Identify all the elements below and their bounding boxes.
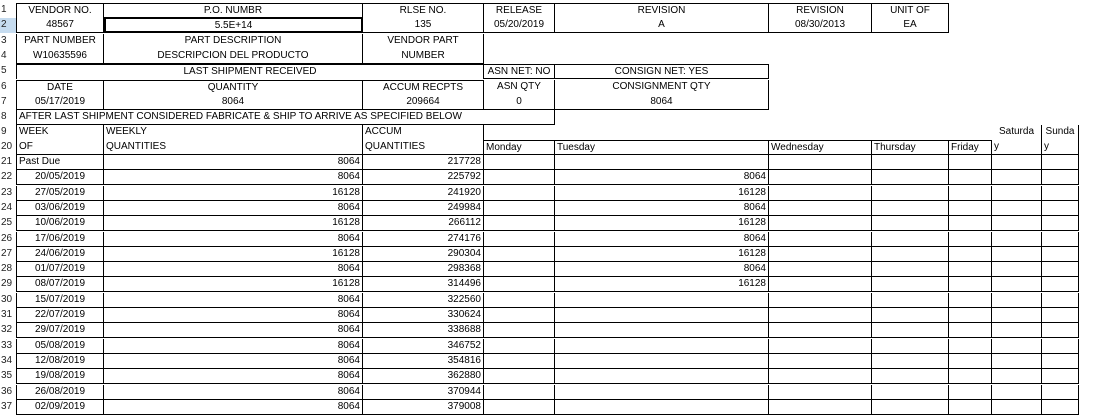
- sunday-cell[interactable]: [1042, 277, 1079, 292]
- accum-header-line2[interactable]: QUANTITIES: [363, 140, 484, 155]
- po-label[interactable]: P.O. NUMBR: [104, 3, 363, 18]
- week-cell[interactable]: 22/07/2019: [16, 308, 104, 323]
- wednesday-cell[interactable]: [769, 354, 872, 369]
- thursday-cell[interactable]: [872, 170, 949, 185]
- vendor-no-value[interactable]: 48567: [16, 18, 104, 33]
- weekly-qty-cell[interactable]: 8064: [104, 262, 363, 277]
- wednesday-cell[interactable]: [769, 232, 872, 247]
- week-cell[interactable]: 02/09/2019: [16, 400, 104, 415]
- sunday-cell[interactable]: [1042, 232, 1079, 247]
- saturday-cell[interactable]: [992, 216, 1042, 231]
- week-cell[interactable]: Past Due: [16, 155, 104, 170]
- revision-label[interactable]: REVISION: [555, 3, 769, 18]
- accum-qty-cell[interactable]: 370944: [363, 385, 484, 400]
- friday-cell[interactable]: [949, 323, 992, 338]
- accum-header[interactable]: ACCUM: [363, 125, 484, 140]
- row-number[interactable]: 20: [1, 141, 13, 152]
- weekly-qty-cell[interactable]: 8064: [104, 385, 363, 400]
- wednesday-cell[interactable]: [769, 308, 872, 323]
- wednesday-cell[interactable]: [769, 247, 872, 262]
- friday-cell[interactable]: [949, 232, 992, 247]
- monday-cell[interactable]: [484, 354, 555, 369]
- row-number[interactable]: 25: [1, 217, 13, 229]
- row-number[interactable]: 26: [1, 232, 13, 244]
- weekly-qty-cell[interactable]: 8064: [104, 170, 363, 185]
- friday-cell[interactable]: [949, 155, 992, 170]
- unit-of-label[interactable]: UNIT OF: [872, 3, 949, 18]
- saturday-cell[interactable]: [992, 369, 1042, 384]
- saturday-cell[interactable]: [992, 201, 1042, 216]
- tuesday-header[interactable]: Tuesday: [555, 140, 769, 155]
- monday-cell[interactable]: [484, 400, 555, 415]
- week-cell[interactable]: 15/07/2019: [16, 293, 104, 308]
- quantity-label[interactable]: QUANTITY: [104, 80, 363, 95]
- monday-cell[interactable]: [484, 308, 555, 323]
- thursday-cell[interactable]: [872, 262, 949, 277]
- wednesday-cell[interactable]: [769, 262, 872, 277]
- accum-recpts-label[interactable]: ACCUM RECPTS: [363, 80, 484, 95]
- friday-cell[interactable]: [949, 308, 992, 323]
- po-value-selected-cell[interactable]: 5.5E+14: [104, 17, 363, 33]
- consignment-qty-label[interactable]: CONSIGNMENT QTY: [555, 80, 769, 95]
- tuesday-cell[interactable]: [555, 323, 769, 338]
- row-number[interactable]: 36: [1, 385, 13, 397]
- row-number[interactable]: 6: [1, 81, 7, 92]
- tuesday-cell[interactable]: 8064: [555, 232, 769, 247]
- weekly-header-line2[interactable]: QUANTITIES: [104, 140, 363, 155]
- week-cell[interactable]: 27/05/2019: [16, 186, 104, 201]
- sunday-cell[interactable]: [1042, 186, 1079, 201]
- saturday-cell[interactable]: [992, 354, 1042, 369]
- accum-qty-cell[interactable]: 217728: [363, 155, 484, 170]
- friday-cell[interactable]: [949, 293, 992, 308]
- thursday-cell[interactable]: [872, 293, 949, 308]
- thursday-cell[interactable]: [872, 201, 949, 216]
- part-description-label[interactable]: PART DESCRIPTION: [104, 34, 363, 49]
- week-cell[interactable]: 10/06/2019: [16, 216, 104, 231]
- thursday-cell[interactable]: [872, 400, 949, 415]
- wednesday-cell[interactable]: [769, 339, 872, 354]
- last-shipment-label[interactable]: LAST SHIPMENT RECEIVED: [16, 64, 484, 79]
- monday-cell[interactable]: [484, 201, 555, 216]
- friday-cell[interactable]: [949, 262, 992, 277]
- thursday-cell[interactable]: [872, 216, 949, 231]
- saturday-cell[interactable]: [992, 186, 1042, 201]
- monday-cell[interactable]: [484, 339, 555, 354]
- date-value[interactable]: 05/17/2019: [16, 95, 104, 110]
- sunday-cell[interactable]: [1042, 216, 1079, 231]
- saturday-cell[interactable]: [992, 385, 1042, 400]
- tuesday-cell[interactable]: 16128: [555, 216, 769, 231]
- thursday-cell[interactable]: [872, 369, 949, 384]
- date-label[interactable]: DATE: [16, 80, 104, 95]
- weekly-qty-cell[interactable]: 8064: [104, 308, 363, 323]
- week-cell[interactable]: 19/08/2019: [16, 369, 104, 384]
- accum-qty-cell[interactable]: 241920: [363, 186, 484, 201]
- sunday-header-line2[interactable]: y: [1042, 140, 1079, 155]
- week-cell[interactable]: 03/06/2019: [16, 201, 104, 216]
- wednesday-cell[interactable]: [769, 369, 872, 384]
- accum-qty-cell[interactable]: 274176: [363, 232, 484, 247]
- weekly-qty-cell[interactable]: 16128: [104, 216, 363, 231]
- saturday-cell[interactable]: [992, 277, 1042, 292]
- thursday-cell[interactable]: [872, 354, 949, 369]
- week-cell[interactable]: 29/07/2019: [16, 323, 104, 338]
- saturday-cell[interactable]: [992, 170, 1042, 185]
- saturday-cell[interactable]: [992, 232, 1042, 247]
- sunday-cell[interactable]: [1042, 323, 1079, 338]
- wednesday-cell[interactable]: [769, 201, 872, 216]
- monday-cell[interactable]: [484, 262, 555, 277]
- saturday-cell[interactable]: [992, 308, 1042, 323]
- wednesday-cell[interactable]: [769, 293, 872, 308]
- saturday-cell[interactable]: [992, 247, 1042, 262]
- week-cell[interactable]: 05/08/2019: [16, 339, 104, 354]
- consign-net-label[interactable]: CONSIGN NET: YES: [555, 64, 769, 79]
- friday-header[interactable]: Friday: [949, 140, 992, 155]
- accum-recpts-value[interactable]: 209664: [363, 95, 484, 110]
- weekly-qty-cell[interactable]: 8064: [104, 400, 363, 415]
- row-number[interactable]: 4: [1, 50, 7, 61]
- sunday-cell[interactable]: [1042, 170, 1079, 185]
- weekly-qty-cell[interactable]: 8064: [104, 293, 363, 308]
- weekly-qty-cell[interactable]: 8064: [104, 155, 363, 170]
- quantity-value[interactable]: 8064: [104, 95, 363, 110]
- sunday-cell[interactable]: [1042, 293, 1079, 308]
- accum-qty-cell[interactable]: 322560: [363, 293, 484, 308]
- consignment-qty-value[interactable]: 8064: [555, 95, 769, 110]
- monday-cell[interactable]: [484, 216, 555, 231]
- instructions-banner[interactable]: AFTER LAST SHIPMENT CONSIDERED FABRICATE & SHIP TO ARRIVE AS SPECIFIED BELOW: [16, 110, 555, 125]
- thursday-cell[interactable]: [872, 385, 949, 400]
- accum-qty-cell[interactable]: 314496: [363, 277, 484, 292]
- rlse-value[interactable]: 135: [363, 18, 484, 33]
- row-number[interactable]: 2: [0, 18, 16, 33]
- sunday-cell[interactable]: [1042, 155, 1079, 170]
- friday-cell[interactable]: [949, 339, 992, 354]
- accum-qty-cell[interactable]: 338688: [363, 323, 484, 338]
- week-cell[interactable]: 24/06/2019: [16, 247, 104, 262]
- row-number[interactable]: 29: [1, 278, 13, 290]
- weekly-qty-cell[interactable]: 8064: [104, 354, 363, 369]
- sunday-cell[interactable]: [1042, 308, 1079, 323]
- sunday-cell[interactable]: [1042, 339, 1079, 354]
- row-number[interactable]: 37: [1, 400, 13, 412]
- wednesday-cell[interactable]: [769, 277, 872, 292]
- asn-qty-label[interactable]: ASN QTY: [484, 80, 555, 95]
- wednesday-cell[interactable]: [769, 216, 872, 231]
- thursday-header[interactable]: Thursday: [872, 140, 949, 155]
- saturday-cell[interactable]: [992, 293, 1042, 308]
- wednesday-cell[interactable]: [769, 323, 872, 338]
- asn-net-label[interactable]: ASN NET: NO: [484, 64, 555, 79]
- wednesday-cell[interactable]: [769, 170, 872, 185]
- saturday-cell[interactable]: [992, 155, 1042, 170]
- saturday-cell[interactable]: [992, 400, 1042, 415]
- sunday-cell[interactable]: [1042, 369, 1079, 384]
- accum-qty-cell[interactable]: 379008: [363, 400, 484, 415]
- sunday-cell[interactable]: [1042, 354, 1079, 369]
- wednesday-cell[interactable]: [769, 400, 872, 415]
- tuesday-cell[interactable]: 8064: [555, 201, 769, 216]
- part-description-value[interactable]: DESCRIPCION DEL PRODUCTO: [104, 49, 363, 64]
- weekly-qty-cell[interactable]: 8064: [104, 201, 363, 216]
- friday-cell[interactable]: [949, 170, 992, 185]
- row-number[interactable]: 30: [1, 293, 13, 305]
- friday-cell[interactable]: [949, 354, 992, 369]
- row-number[interactable]: 23: [1, 186, 13, 198]
- sunday-cell[interactable]: [1042, 385, 1079, 400]
- friday-cell[interactable]: [949, 400, 992, 415]
- thursday-cell[interactable]: [872, 186, 949, 201]
- row-number[interactable]: 1: [1, 4, 7, 15]
- tuesday-cell[interactable]: [555, 400, 769, 415]
- row-number[interactable]: 7: [1, 96, 7, 107]
- week-header-line2[interactable]: OF: [16, 140, 104, 155]
- wednesday-cell[interactable]: [769, 155, 872, 170]
- week-cell[interactable]: 17/06/2019: [16, 232, 104, 247]
- accum-qty-cell[interactable]: 249984: [363, 201, 484, 216]
- weekly-qty-cell[interactable]: 8064: [104, 339, 363, 354]
- sunday-header[interactable]: Sunda: [1042, 125, 1079, 140]
- row-number[interactable]: 28: [1, 263, 13, 275]
- weekly-qty-cell[interactable]: 8064: [104, 369, 363, 384]
- friday-cell[interactable]: [949, 186, 992, 201]
- row-number[interactable]: 5: [1, 65, 7, 76]
- monday-cell[interactable]: [484, 323, 555, 338]
- accum-qty-cell[interactable]: 354816: [363, 354, 484, 369]
- monday-cell[interactable]: [484, 232, 555, 247]
- monday-cell[interactable]: [484, 170, 555, 185]
- week-cell[interactable]: 08/07/2019: [16, 277, 104, 292]
- accum-qty-cell[interactable]: 225792: [363, 170, 484, 185]
- row-number[interactable]: 24: [1, 201, 13, 213]
- sunday-cell[interactable]: [1042, 400, 1079, 415]
- monday-cell[interactable]: [484, 293, 555, 308]
- accum-qty-cell[interactable]: 298368: [363, 262, 484, 277]
- accum-qty-cell[interactable]: 290304: [363, 247, 484, 262]
- monday-cell[interactable]: [484, 369, 555, 384]
- saturday-cell[interactable]: [992, 323, 1042, 338]
- thursday-cell[interactable]: [872, 339, 949, 354]
- row-number[interactable]: 22: [1, 171, 13, 183]
- accum-qty-cell[interactable]: 330624: [363, 308, 484, 323]
- tuesday-cell[interactable]: [555, 369, 769, 384]
- vendor-part-label-line2[interactable]: NUMBER: [363, 49, 484, 64]
- friday-cell[interactable]: [949, 369, 992, 384]
- saturday-cell[interactable]: [992, 262, 1042, 277]
- sunday-cell[interactable]: [1042, 247, 1079, 262]
- part-number-label[interactable]: PART NUMBER: [16, 34, 104, 49]
- week-cell[interactable]: 20/05/2019: [16, 170, 104, 185]
- row-number[interactable]: 8: [1, 111, 7, 122]
- week-cell[interactable]: 01/07/2019: [16, 262, 104, 277]
- week-header[interactable]: WEEK: [16, 125, 104, 140]
- row-number[interactable]: 35: [1, 370, 13, 382]
- monday-cell[interactable]: [484, 155, 555, 170]
- monday-cell[interactable]: [484, 385, 555, 400]
- thursday-cell[interactable]: [872, 232, 949, 247]
- tuesday-cell[interactable]: [555, 385, 769, 400]
- weekly-qty-cell[interactable]: 16128: [104, 247, 363, 262]
- release-value[interactable]: 05/20/2019: [484, 18, 555, 33]
- wednesday-header[interactable]: Wednesday: [769, 140, 872, 155]
- monday-cell[interactable]: [484, 186, 555, 201]
- release-label[interactable]: RELEASE: [484, 3, 555, 18]
- unit-of-value[interactable]: EA: [872, 18, 949, 33]
- asn-qty-value[interactable]: 0: [484, 95, 555, 110]
- weekly-qty-cell[interactable]: 8064: [104, 323, 363, 338]
- wednesday-cell[interactable]: [769, 385, 872, 400]
- tuesday-cell[interactable]: 16128: [555, 186, 769, 201]
- friday-cell[interactable]: [949, 216, 992, 231]
- weekly-qty-cell[interactable]: 16128: [104, 277, 363, 292]
- weekly-header[interactable]: WEEKLY: [104, 125, 363, 140]
- thursday-cell[interactable]: [872, 308, 949, 323]
- weekly-qty-cell[interactable]: 8064: [104, 232, 363, 247]
- friday-cell[interactable]: [949, 201, 992, 216]
- part-number-value[interactable]: W10635596: [16, 49, 104, 64]
- row-number[interactable]: 34: [1, 354, 13, 366]
- monday-header[interactable]: Monday: [484, 140, 555, 155]
- row-number[interactable]: 21: [1, 156, 13, 167]
- saturday-header-line2[interactable]: y: [992, 140, 1042, 155]
- row-number[interactable]: 27: [1, 247, 13, 259]
- sunday-cell[interactable]: [1042, 201, 1079, 216]
- friday-cell[interactable]: [949, 247, 992, 262]
- accum-qty-cell[interactable]: 266112: [363, 216, 484, 231]
- thursday-cell[interactable]: [872, 155, 949, 170]
- monday-cell[interactable]: [484, 277, 555, 292]
- thursday-cell[interactable]: [872, 323, 949, 338]
- tuesday-cell[interactable]: 16128: [555, 247, 769, 262]
- sunday-cell[interactable]: [1042, 262, 1079, 277]
- row-number[interactable]: 32: [1, 324, 13, 336]
- tuesday-cell[interactable]: [555, 354, 769, 369]
- revision-value[interactable]: A: [555, 18, 769, 33]
- rlse-label[interactable]: RLSE NO.: [363, 3, 484, 18]
- thursday-cell[interactable]: [872, 277, 949, 292]
- tuesday-cell[interactable]: [555, 339, 769, 354]
- row-number[interactable]: 33: [1, 339, 13, 351]
- tuesday-cell[interactable]: 8064: [555, 262, 769, 277]
- vendor-part-label[interactable]: VENDOR PART: [363, 34, 484, 49]
- week-cell[interactable]: 26/08/2019: [16, 385, 104, 400]
- saturday-cell[interactable]: [992, 339, 1042, 354]
- weekly-qty-cell[interactable]: 16128: [104, 186, 363, 201]
- monday-cell[interactable]: [484, 247, 555, 262]
- saturday-header[interactable]: Saturda: [992, 125, 1042, 140]
- tuesday-cell[interactable]: [555, 293, 769, 308]
- row-number[interactable]: 3: [1, 35, 7, 46]
- tuesday-cell[interactable]: 8064: [555, 170, 769, 185]
- wednesday-cell[interactable]: [769, 186, 872, 201]
- tuesday-cell[interactable]: 16128: [555, 277, 769, 292]
- tuesday-cell[interactable]: [555, 308, 769, 323]
- revision-date-value[interactable]: 08/30/2013: [769, 18, 872, 33]
- friday-cell[interactable]: [949, 385, 992, 400]
- accum-qty-cell[interactable]: 362880: [363, 369, 484, 384]
- row-number[interactable]: 31: [1, 309, 13, 320]
- revision-date-label[interactable]: REVISION: [769, 3, 872, 18]
- thursday-cell[interactable]: [872, 247, 949, 262]
- accum-qty-cell[interactable]: 346752: [363, 339, 484, 354]
- tuesday-cell[interactable]: [555, 155, 769, 170]
- week-cell[interactable]: 12/08/2019: [16, 354, 104, 369]
- row-number[interactable]: 9: [1, 126, 7, 137]
- vendor-no-label[interactable]: VENDOR NO.: [16, 3, 104, 18]
- friday-cell[interactable]: [949, 277, 992, 292]
